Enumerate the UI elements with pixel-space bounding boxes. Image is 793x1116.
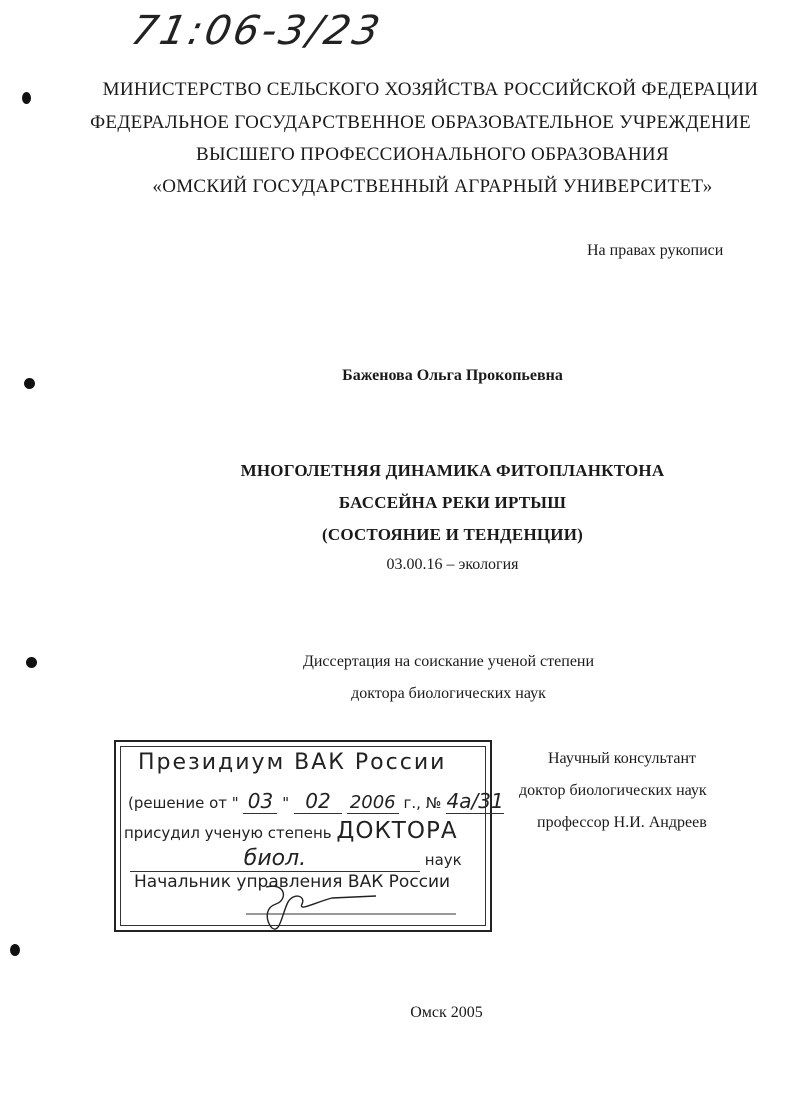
stamp-month: 02 (294, 789, 342, 814)
author-name: Баженова Ольга Прокопьевна (342, 367, 563, 384)
binder-hole-mark (10, 944, 20, 956)
stamp-field-line (130, 846, 462, 872)
handwritten-code: 71:06-3/23 (127, 8, 387, 54)
specialty-code: 03.00.16 – экология (386, 556, 519, 573)
header-institution-type: ФЕДЕРАЛЬНОЕ ГОСУДАРСТВЕННОЕ ОБРАЗОВАТЕЛЬНОЕ УЧРЕЖДЕНИЕ (90, 112, 751, 133)
vak-stamp (114, 740, 504, 932)
dissertation-title-line2: БАССЕЙНА РЕКИ ИРТЫШ (338, 493, 567, 512)
degree-line2: доктора биологических наук (351, 685, 546, 702)
stamp-field-suffix: наук (424, 851, 462, 869)
header-ministry: МИНИСТЕРСТВО СЕЛЬСКОГО ХОЗЯЙСТВА РОССИЙСКОЙ ФЕДЕРАЦИИ (102, 79, 759, 100)
consultant-name: профессор Н.И. Андреев (537, 814, 707, 831)
stamp-decision-prefix: (решение от " (128, 794, 239, 812)
binder-hole-mark (24, 378, 35, 389)
binder-hole-mark (22, 92, 31, 104)
stamp-day: 03 (243, 789, 277, 814)
degree-line1: Диссертация на соискание ученой степени (302, 653, 595, 670)
binder-hole-mark (26, 657, 37, 668)
header-university: «ОМСКИЙ ГОСУДАРСТВЕННЫЙ АГРАРНЫЙ УНИВЕРСИТЕТ» (152, 176, 713, 197)
header-education-level: ВЫСШЕГО ПРОФЕССИОНАЛЬНОГО ОБРАЗОВАНИЯ (196, 144, 669, 165)
stamp-chief: Начальник управления ВАК России (134, 872, 451, 892)
stamp-signature (236, 882, 466, 932)
stamp-degree: ДОКТОРА (336, 818, 458, 844)
signature-stroke (266, 886, 376, 929)
stamp-field: биол. (130, 846, 420, 872)
dissertation-title-line1: МНОГОЛЕТНЯЯ ДИНАМИКА ФИТОПЛАНКТОНА (240, 461, 665, 480)
stamp-heading: Президиум ВАК России (138, 750, 447, 775)
stamp-number-label: г., № (403, 794, 442, 812)
stamp-year: 2006 (347, 792, 399, 814)
stamp-awarded-prefix: присудил ученую степень (124, 824, 332, 842)
dissertation-title-line3: (СОСТОЯНИЕ И ТЕНДЕНЦИИ) (321, 525, 583, 544)
city-year: Омск 2005 (410, 1004, 483, 1021)
stamp-decision-line (128, 789, 504, 814)
consultant-degree: доктор биологических наук (519, 782, 707, 799)
manuscript-note: На правах рукописи (587, 242, 724, 259)
stamp-awarded-line (124, 818, 458, 844)
stamp-number: 4а/31 (446, 789, 504, 813)
stamp-quote: " (282, 794, 290, 812)
consultant-title: Научный консультант (548, 750, 696, 767)
